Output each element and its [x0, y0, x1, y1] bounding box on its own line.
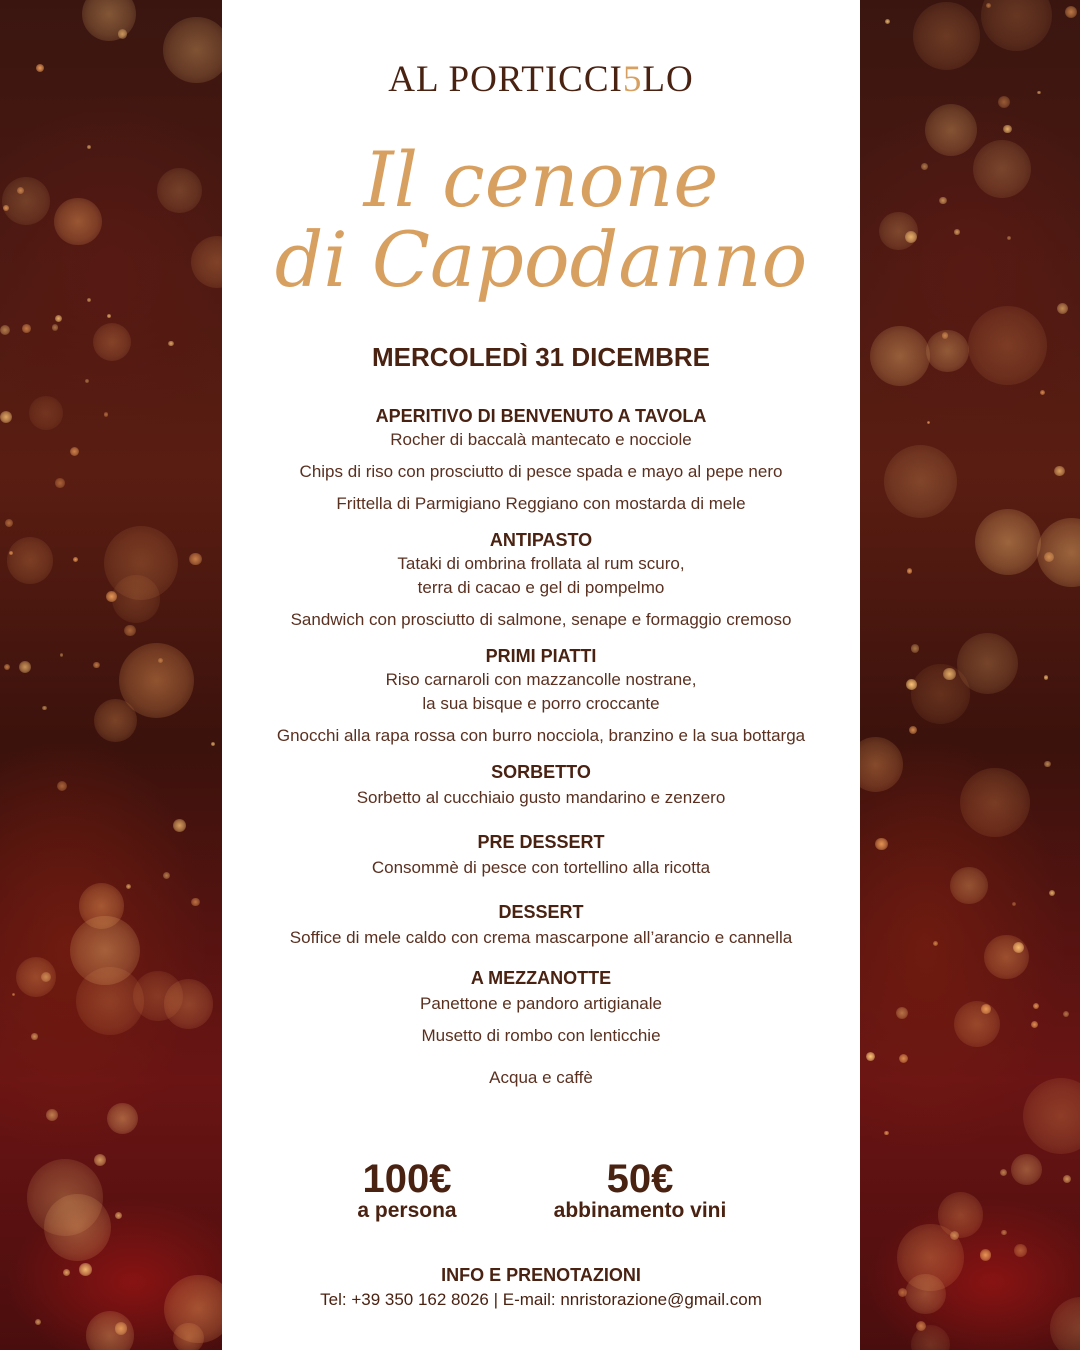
section-title: A MEZZANOTTE [470, 968, 612, 988]
bokeh-light [1063, 1175, 1071, 1183]
bokeh-light [70, 916, 139, 985]
bokeh-light [884, 445, 958, 519]
section-mezzanotte [222, 966, 860, 1048]
bokeh-light [22, 324, 31, 333]
menu-list [222, 404, 860, 1090]
bokeh-light [1063, 1011, 1069, 1017]
menu-item: Soffice di mele caldo con crema mascarpone all’arancio e cannella [289, 928, 793, 947]
bokeh-light [981, 1004, 991, 1014]
bokeh-light [70, 447, 79, 456]
bokeh-light [82, 0, 136, 41]
menu-item: Panettone e pandoro artigianale [420, 994, 662, 1013]
menu-item: Riso carnaroli con mazzancolle nostrane, [385, 670, 697, 689]
bokeh-light [896, 1007, 908, 1019]
bokeh-light [909, 726, 917, 734]
bokeh-light [981, 0, 1052, 51]
menu-item: Sandwich con prosciutto di salmone, senape e formaggio cremoso [290, 610, 792, 629]
bokeh-light [1044, 675, 1048, 679]
menu-item: Musetto di rombo con lenticchie [421, 1026, 661, 1045]
menu-item: Gnocchi alla rapa rossa con burro nocciola, branzino e la sua bottarga [276, 726, 806, 745]
bokeh-light [1049, 890, 1055, 896]
bokeh-light [7, 537, 53, 583]
bokeh-light [173, 819, 186, 832]
bokeh-background-left [0, 0, 222, 1350]
bokeh-light [939, 197, 946, 204]
bokeh-light [960, 768, 1030, 838]
bokeh-light [1000, 1169, 1007, 1176]
bokeh-light [884, 1131, 888, 1135]
bokeh-light [907, 568, 912, 573]
bokeh-light [957, 633, 1018, 694]
bokeh-light [94, 1154, 106, 1166]
bokeh-light [905, 1274, 946, 1315]
bokeh-light [975, 509, 1041, 575]
bokeh-light [860, 737, 903, 792]
bokeh-light [107, 1103, 138, 1134]
bokeh-light [41, 972, 51, 982]
bokeh-light [52, 324, 58, 330]
logo-text-1: AL PORTICCI [388, 59, 623, 100]
section-primi [222, 644, 860, 748]
bokeh-light [1023, 1078, 1080, 1154]
bokeh-light [973, 140, 1031, 198]
bokeh-light [55, 315, 62, 322]
bokeh-light [1003, 125, 1011, 133]
bokeh-light [57, 781, 67, 791]
menu-panel [222, 0, 860, 1350]
bokeh-light [1044, 761, 1050, 767]
section-title: APERITIVO DI BENVENUTO A TAVOLA [375, 406, 707, 426]
bokeh-light [913, 2, 981, 70]
bokeh-light [921, 163, 928, 170]
section-title: PRE DESSERT [477, 832, 605, 852]
bokeh-light [0, 411, 12, 423]
bokeh-light [191, 898, 199, 906]
bokeh-light [4, 664, 10, 670]
bokeh-light [980, 1249, 991, 1260]
bokeh-light [173, 1323, 203, 1350]
bokeh-light [86, 1311, 134, 1350]
bokeh-light [44, 1194, 111, 1261]
bokeh-light [1040, 390, 1045, 395]
price-wine [532, 1158, 748, 1222]
bokeh-light [933, 941, 938, 946]
bokeh-light [211, 742, 215, 746]
bokeh-light [998, 96, 1010, 108]
bokeh-light [1057, 303, 1068, 314]
bokeh-light [950, 867, 987, 904]
bokeh-light [1014, 1244, 1026, 1256]
info-title: INFO E PRENOTAZIONI [441, 1265, 641, 1285]
bokeh-light [87, 298, 91, 302]
bokeh-light [911, 644, 919, 652]
menu-item: la sua bisque e porro croccante [422, 694, 660, 713]
prices [222, 1158, 860, 1228]
bokeh-light [85, 379, 89, 383]
bokeh-light [1012, 902, 1016, 906]
price-amount: 50€ [606, 1157, 674, 1201]
bokeh-light [1037, 518, 1080, 587]
bokeh-light [126, 884, 131, 889]
bokeh-light [1033, 1003, 1039, 1009]
bokeh-light [2, 177, 50, 225]
menu-item: Sorbetto al cucchiaio gusto mandarino e zenzero [356, 788, 726, 807]
bokeh-light [943, 668, 956, 681]
bokeh-light [63, 1269, 70, 1276]
logo-text-2: LO [642, 59, 694, 100]
section-antipasto [222, 528, 860, 632]
bokeh-light [926, 330, 968, 372]
bokeh-light [73, 557, 78, 562]
price-label: abbinamento vini [553, 1199, 727, 1222]
logo-five: 5 [622, 59, 643, 100]
bokeh-light [927, 421, 930, 424]
bokeh-light [12, 993, 15, 996]
price-person [332, 1158, 482, 1222]
bokeh-light [954, 1001, 1000, 1047]
menu-item: Frittella di Parmigiano Reggiano con mostarda di mele [336, 494, 746, 513]
bokeh-light [189, 553, 202, 566]
bokeh-light [124, 625, 136, 637]
bokeh-light [879, 212, 917, 250]
contact-info[interactable]: Tel: +39 350 162 8026 | E-mail: nnristorazione@gmail.com [320, 1290, 762, 1309]
section-aperitivo [222, 404, 860, 516]
bokeh-light [968, 306, 1047, 385]
section-title: DESSERT [498, 902, 584, 922]
bokeh-light [104, 412, 109, 417]
bokeh-light [29, 396, 62, 429]
bokeh-light [984, 935, 1029, 980]
bokeh-light [93, 323, 131, 361]
bokeh-light [885, 19, 890, 24]
bokeh-light [54, 198, 102, 246]
menu-item: terra di cacao e gel di pompelmo [417, 578, 665, 597]
section-dessert [222, 900, 860, 950]
bokeh-light [106, 591, 117, 602]
bokeh-light [60, 653, 64, 657]
bokeh-light [1054, 466, 1064, 476]
bokeh-light [1037, 91, 1041, 95]
bokeh-light [157, 168, 202, 213]
bokeh-light [1050, 1297, 1080, 1350]
bokeh-light [925, 104, 977, 156]
bokeh-light [31, 1033, 37, 1039]
bokeh-light [898, 1288, 907, 1297]
bokeh-light [55, 478, 64, 487]
bokeh-light [168, 341, 174, 347]
menu-extra: Acqua e caffè [489, 1068, 593, 1087]
menu-item: Consommè di pesce con tortellino alla ricotta [371, 858, 711, 877]
bokeh-light [87, 145, 91, 149]
bokeh-light [1007, 236, 1011, 240]
title-line-2: di Capodanno [274, 215, 808, 304]
bokeh-light [1031, 1021, 1038, 1028]
restaurant-logo [222, 58, 860, 101]
menu-item: Chips di riso con prosciutto di pesce spada e mayo al pepe nero [299, 462, 783, 481]
bokeh-light [1011, 1154, 1042, 1185]
section-sorbetto [222, 760, 860, 810]
bokeh-light [954, 229, 960, 235]
bokeh-light [163, 17, 222, 83]
bokeh-light [164, 979, 214, 1029]
event-date: MERCOLEDÌ 31 DICEMBRE [371, 342, 711, 372]
bokeh-light [94, 699, 137, 742]
bokeh-light [5, 519, 13, 527]
section-predessert [222, 830, 860, 880]
bokeh-light [1001, 1230, 1007, 1236]
bokeh-light [19, 661, 31, 673]
bokeh-light [93, 662, 99, 668]
bokeh-light [36, 64, 44, 72]
bokeh-light [1065, 6, 1077, 18]
bokeh-light [906, 679, 917, 690]
bokeh-light [46, 1109, 58, 1121]
section-title: PRIMI PIATTI [485, 646, 597, 666]
price-amount: 100€ [362, 1157, 452, 1201]
section-title: ANTIPASTO [489, 530, 593, 550]
bokeh-light [112, 575, 160, 623]
bokeh-light [899, 1054, 909, 1064]
price-label: a persona [357, 1199, 457, 1222]
bokeh-light [875, 838, 887, 850]
title-line-1: Il cenone [363, 135, 719, 224]
bokeh-light [79, 1263, 91, 1275]
bokeh-light [42, 706, 47, 711]
bokeh-light [115, 1212, 122, 1219]
menu-item: Rocher di baccalà mantecato e nocciole [390, 430, 692, 449]
bokeh-light [191, 236, 222, 288]
bokeh-light [870, 326, 930, 386]
section-title: SORBETTO [491, 762, 591, 782]
bokeh-light [163, 872, 170, 879]
bokeh-light [866, 1052, 875, 1061]
menu-item: Tataki di ombrina frollata al rum scuro, [397, 554, 685, 573]
bokeh-light [35, 1319, 41, 1325]
bokeh-background-right [860, 0, 1080, 1350]
bokeh-light [107, 314, 111, 318]
bokeh-light [0, 325, 10, 335]
